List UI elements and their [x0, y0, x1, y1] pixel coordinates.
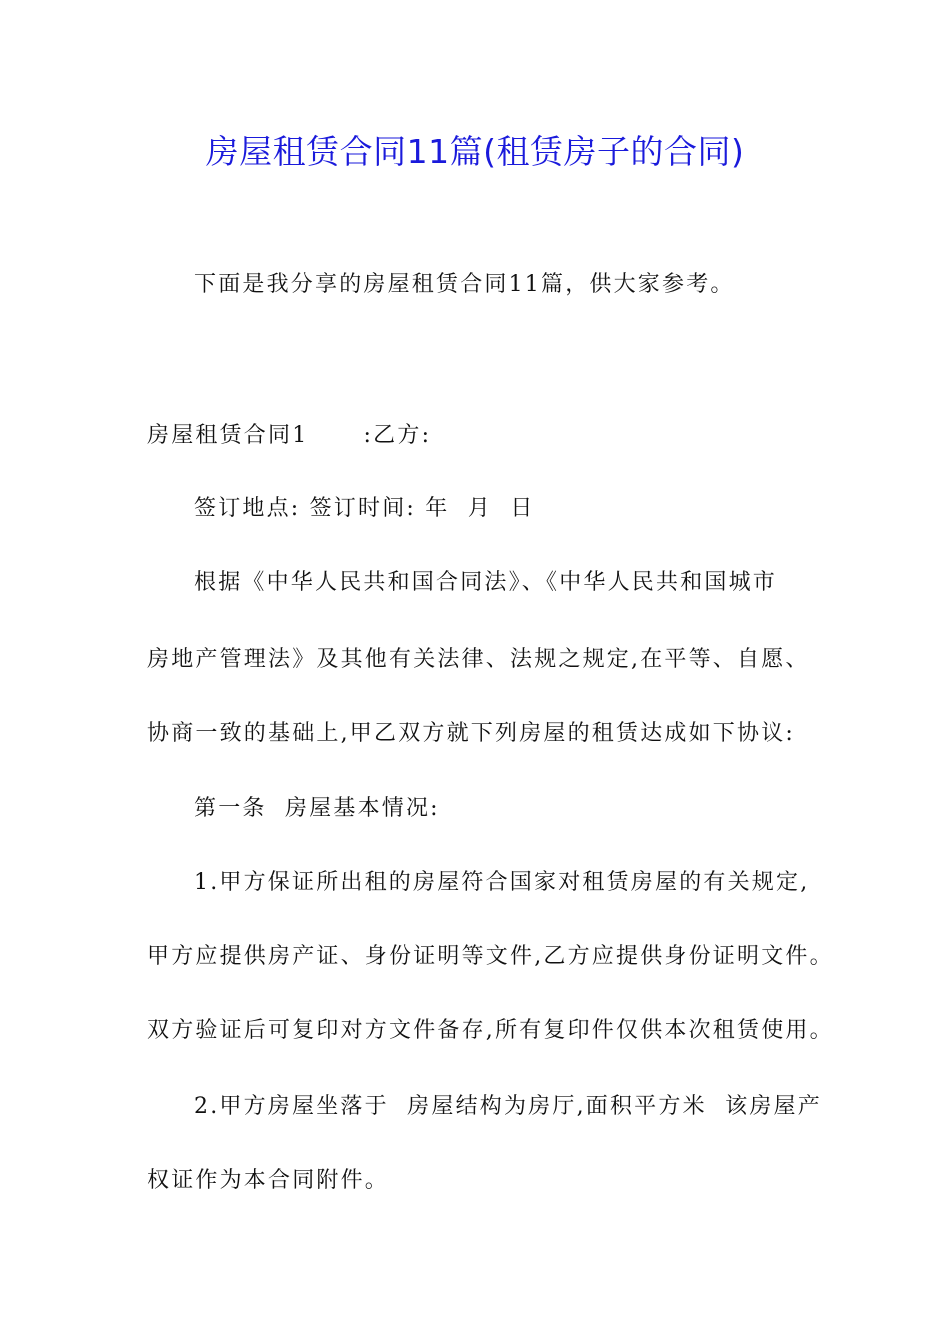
body-line: 根据《中华人民共和国合同法》、《中华人民共和国城市: [194, 570, 778, 595]
body-line: 权证作为本合同附件。: [147, 1168, 390, 1193]
document-title: 房屋租赁合同11篇(租赁房子的合同): [205, 132, 745, 171]
signing-info: 签订地点: 签订时间: 年 月 日: [194, 496, 535, 521]
intro-paragraph: 下面是我分享的房屋租赁合同11篇，供大家参考。: [194, 272, 735, 297]
article-heading: 第一条 房屋基本情况:: [194, 796, 440, 821]
body-line: 双方验证后可复印对方文件备存,所有复印件仅供本次租赁使用。: [147, 1018, 834, 1043]
body-line: 甲方应提供房产证、身份证明等文件,乙方应提供身份证明文件。: [147, 944, 834, 969]
body-line: 2.甲方房屋坐落于 房屋结构为房厅,面积平方米 该房屋产: [194, 1094, 822, 1119]
body-line: 协商一致的基础上,甲乙双方就下列房屋的租赁达成如下协议:: [147, 721, 796, 746]
body-line: 房地产管理法》及其他有关法律、法规之规定,在平等、自愿、: [147, 647, 810, 672]
contract-heading: 房屋租赁合同1 :乙方:: [147, 423, 432, 448]
body-line: 1.甲方保证所出租的房屋符合国家对租赁房屋的有关规定,: [194, 870, 810, 895]
